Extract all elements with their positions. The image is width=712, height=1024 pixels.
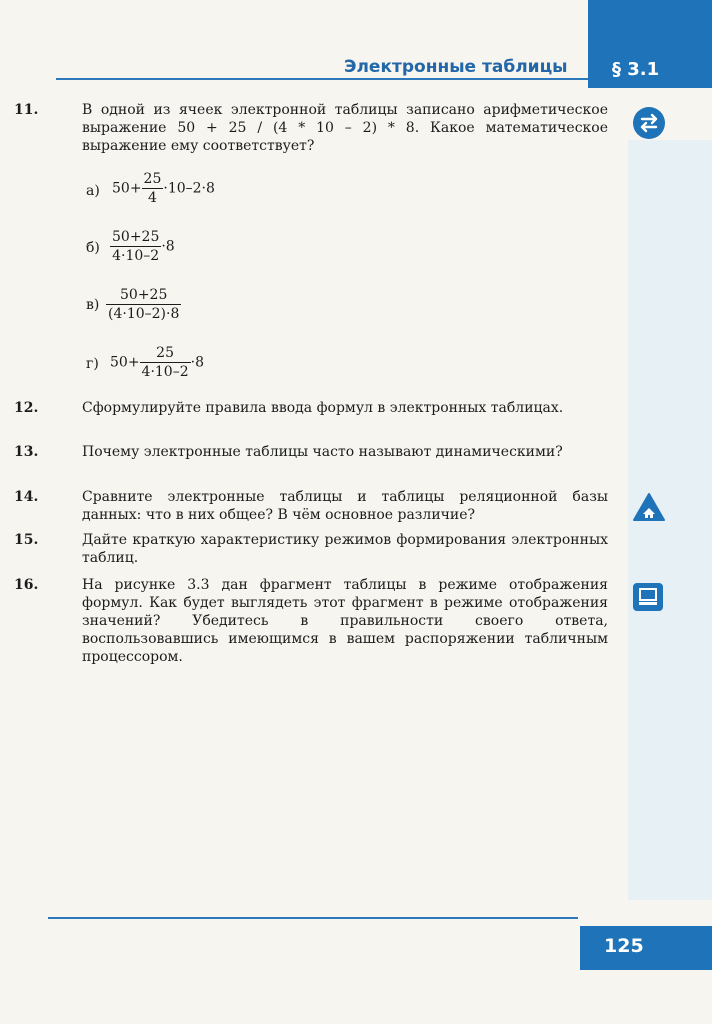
option-lead: 50+	[110, 354, 140, 371]
denominator: 4	[148, 190, 157, 206]
option-lead: 50+	[112, 180, 142, 197]
question-text: Почему электронные таблицы часто называют динамическими?	[82, 444, 563, 460]
question-text: Сравните электронные таблицы и таблицы реляционной базы данных: что в них общее? В чём основное различие?	[82, 489, 608, 523]
page-header-title: Электронные таблицы	[344, 57, 568, 77]
footer-rule	[48, 917, 578, 919]
fraction	[106, 286, 181, 323]
exchange-icon	[633, 107, 665, 139]
question-text: В одной из ячеек электронной таблицы записано арифметическое выражение 50 + 25 / (4 * 10 – 2) * 8. Какое математическое выражение ему соответствует?	[82, 102, 608, 154]
question-16	[14, 576, 608, 666]
page-number-badge	[580, 926, 712, 970]
option-letter: г)	[86, 356, 99, 372]
section-number: § 3.1	[612, 59, 660, 80]
question-text: Сформулируйте правила ввода формул в электронных таблицах.	[82, 400, 564, 416]
question-number: 15.	[14, 532, 39, 548]
computer-icon	[633, 583, 663, 611]
option-tail: ·8	[161, 238, 175, 255]
home-triangle-icon	[632, 492, 666, 526]
fraction	[110, 228, 161, 265]
page-number: 125	[604, 935, 644, 957]
option-letter: в)	[86, 297, 100, 313]
numerator: 50+25	[112, 229, 160, 245]
fraction	[140, 344, 191, 381]
option-letter: б)	[86, 240, 100, 256]
denominator: (4·10–2)·8	[108, 306, 180, 322]
question-number: 16.	[14, 577, 39, 593]
fraction	[142, 170, 164, 207]
question-text: На рисунке 3.3 дан фрагмент таблицы в режиме отображения формул. Как будет выглядеть этот фрагмент в режиме отображения значений? Убедитесь в правильности своего ответа, воспользовавшись имеющимся в вашем распоряжении табличным процессором.	[82, 577, 608, 665]
question-number: 11.	[14, 102, 39, 118]
question-number: 14.	[14, 489, 39, 505]
header-rule	[56, 78, 588, 80]
option-tail: ·10–2·8	[163, 180, 215, 197]
question-15	[14, 531, 608, 567]
question-13	[14, 443, 608, 461]
question-text: Дайте краткую характеристику режимов формирования электронных таблиц.	[82, 532, 608, 566]
question-11	[14, 101, 608, 155]
denominator: 4·10–2	[112, 248, 160, 264]
numerator: 50+25	[106, 286, 181, 305]
option-tail: ·8	[190, 354, 204, 371]
question-14	[14, 488, 608, 524]
question-12	[14, 399, 608, 417]
denominator: 4·10–2	[141, 364, 189, 380]
option-letter: а)	[86, 183, 100, 199]
question-number: 12.	[14, 400, 39, 416]
numerator: 25	[140, 344, 191, 363]
question-number: 13.	[14, 444, 39, 460]
numerator: 25	[143, 171, 162, 187]
